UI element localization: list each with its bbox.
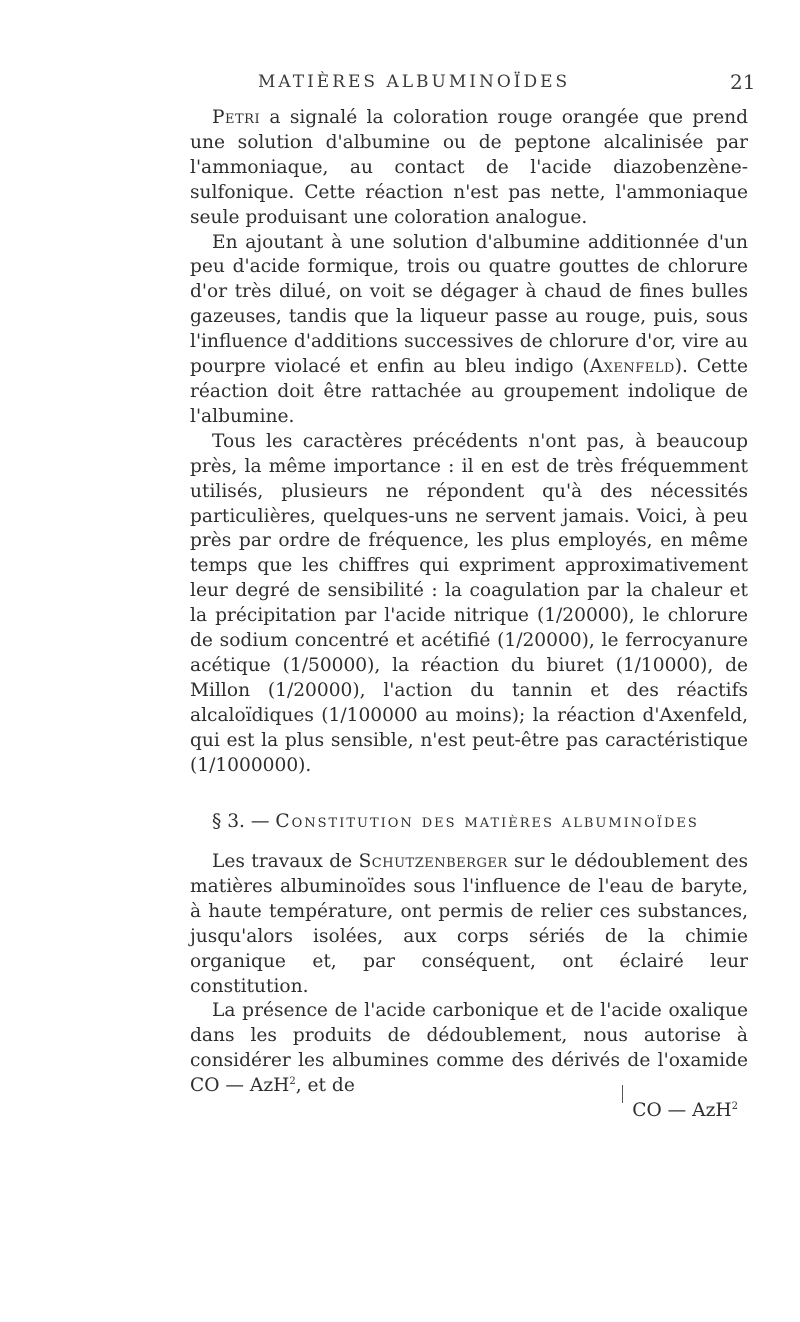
author-name: Axenfeld — [589, 356, 675, 378]
heading-dash: — — [244, 811, 276, 832]
formula: CO — AzH — [632, 1100, 732, 1122]
paragraph-text: En ajoutant à une solution d'albumine additionnée d'un peu d'acide formique, trois ou quatre gouttes de chlorure d'or très dilué, on voit se dégager à chaud de fines bulles gazeuses, tandis que la liqueur passe au rouge, puis, sous l'influence d'additions successives de chlorure d'or, vire au pourpre violacé et enfin au bleu indigo ( — [190, 231, 748, 378]
section-title: Constitution des matières albuminoïdes — [275, 811, 699, 832]
paragraph-gold-chloride — [190, 231, 748, 430]
page-number: 21 — [730, 70, 756, 94]
paragraph-sensitivity — [190, 430, 748, 779]
section-heading — [212, 809, 752, 834]
paragraph-text: La présence de l'acide carbonique et de l'acide oxalique dans les produits de dédoublement, nous autorise à considérer les albumines comme des dérivés de l'oxamide CO — AzH — [190, 1000, 748, 1097]
formula-bond-line — [622, 1085, 623, 1103]
paragraph-text: sur le dédoublement des matières albuminoïdes sous l'influence de l'eau de baryte, à haute température, ont permis de relier ces substances, jusqu'alors isolées, aux corps sériés de la chimie organique et, par conséquent, ont éclairé leur constitution. — [190, 851, 748, 997]
paragraph-schutzenberger — [190, 850, 748, 999]
paragraph-oxamide — [190, 999, 748, 1099]
paragraph-text: ). Cette réaction doit être rattachée au groupement indolique de l'albumine. — [190, 356, 748, 427]
paragraph-text: Les travaux de — [212, 851, 359, 872]
paragraph-petri — [190, 106, 748, 231]
paragraph-text: a signalé la coloration rouge orangée que prend une solution d'albumine ou de peptone alcalinisée par l'ammoniaque, au contact de l'acide diazobenzène-sulfonique. Cette réaction n'est pas nette, l'ammoniaque seule produisant une coloration analogue. — [190, 107, 748, 228]
paragraph-text: Tous les caractères précédents n'ont pas, à beaucoup près, la même importance : il en est de très fréquemment utilisés, plusieurs ne répondent qu'à des nécessités particulières, quelques-uns ne servent jamais. Voici, à peu près par ordre de fréquence, les plus employés, en même temps que les chiffres qui expriment approximativement leur degré de sensibilité : la coagulation par la chaleur et la précipitation par l'acide nitrique (1/20000), le chlorure de sodium concentré et acétifié (1/20000), le ferrocyanure acétique (1/50000), la réaction du biuret (1/10000), de Millon (1/20000), l'action du tannin et des réactifs alcaloïdiques (1/100000 au moins); la réaction d'Axenfeld, qui est la plus sensible, n'est peut-être pas caractéristique (1/1000000). — [190, 430, 748, 776]
author-name: Petri — [212, 107, 261, 128]
superscript: 2 — [289, 1075, 296, 1087]
paragraph-text: , et de — [295, 1075, 355, 1097]
running-head: MATIÈRES ALBUMINOÏDES — [258, 72, 571, 92]
author-name: Schutzenberger — [358, 851, 508, 872]
section-body-2 — [190, 850, 748, 1124]
formula-superscript: 2 — [731, 1100, 738, 1112]
section-body-1 — [190, 106, 748, 778]
section-number: § 3. — [212, 811, 245, 832]
formula-line — [190, 1099, 748, 1124]
